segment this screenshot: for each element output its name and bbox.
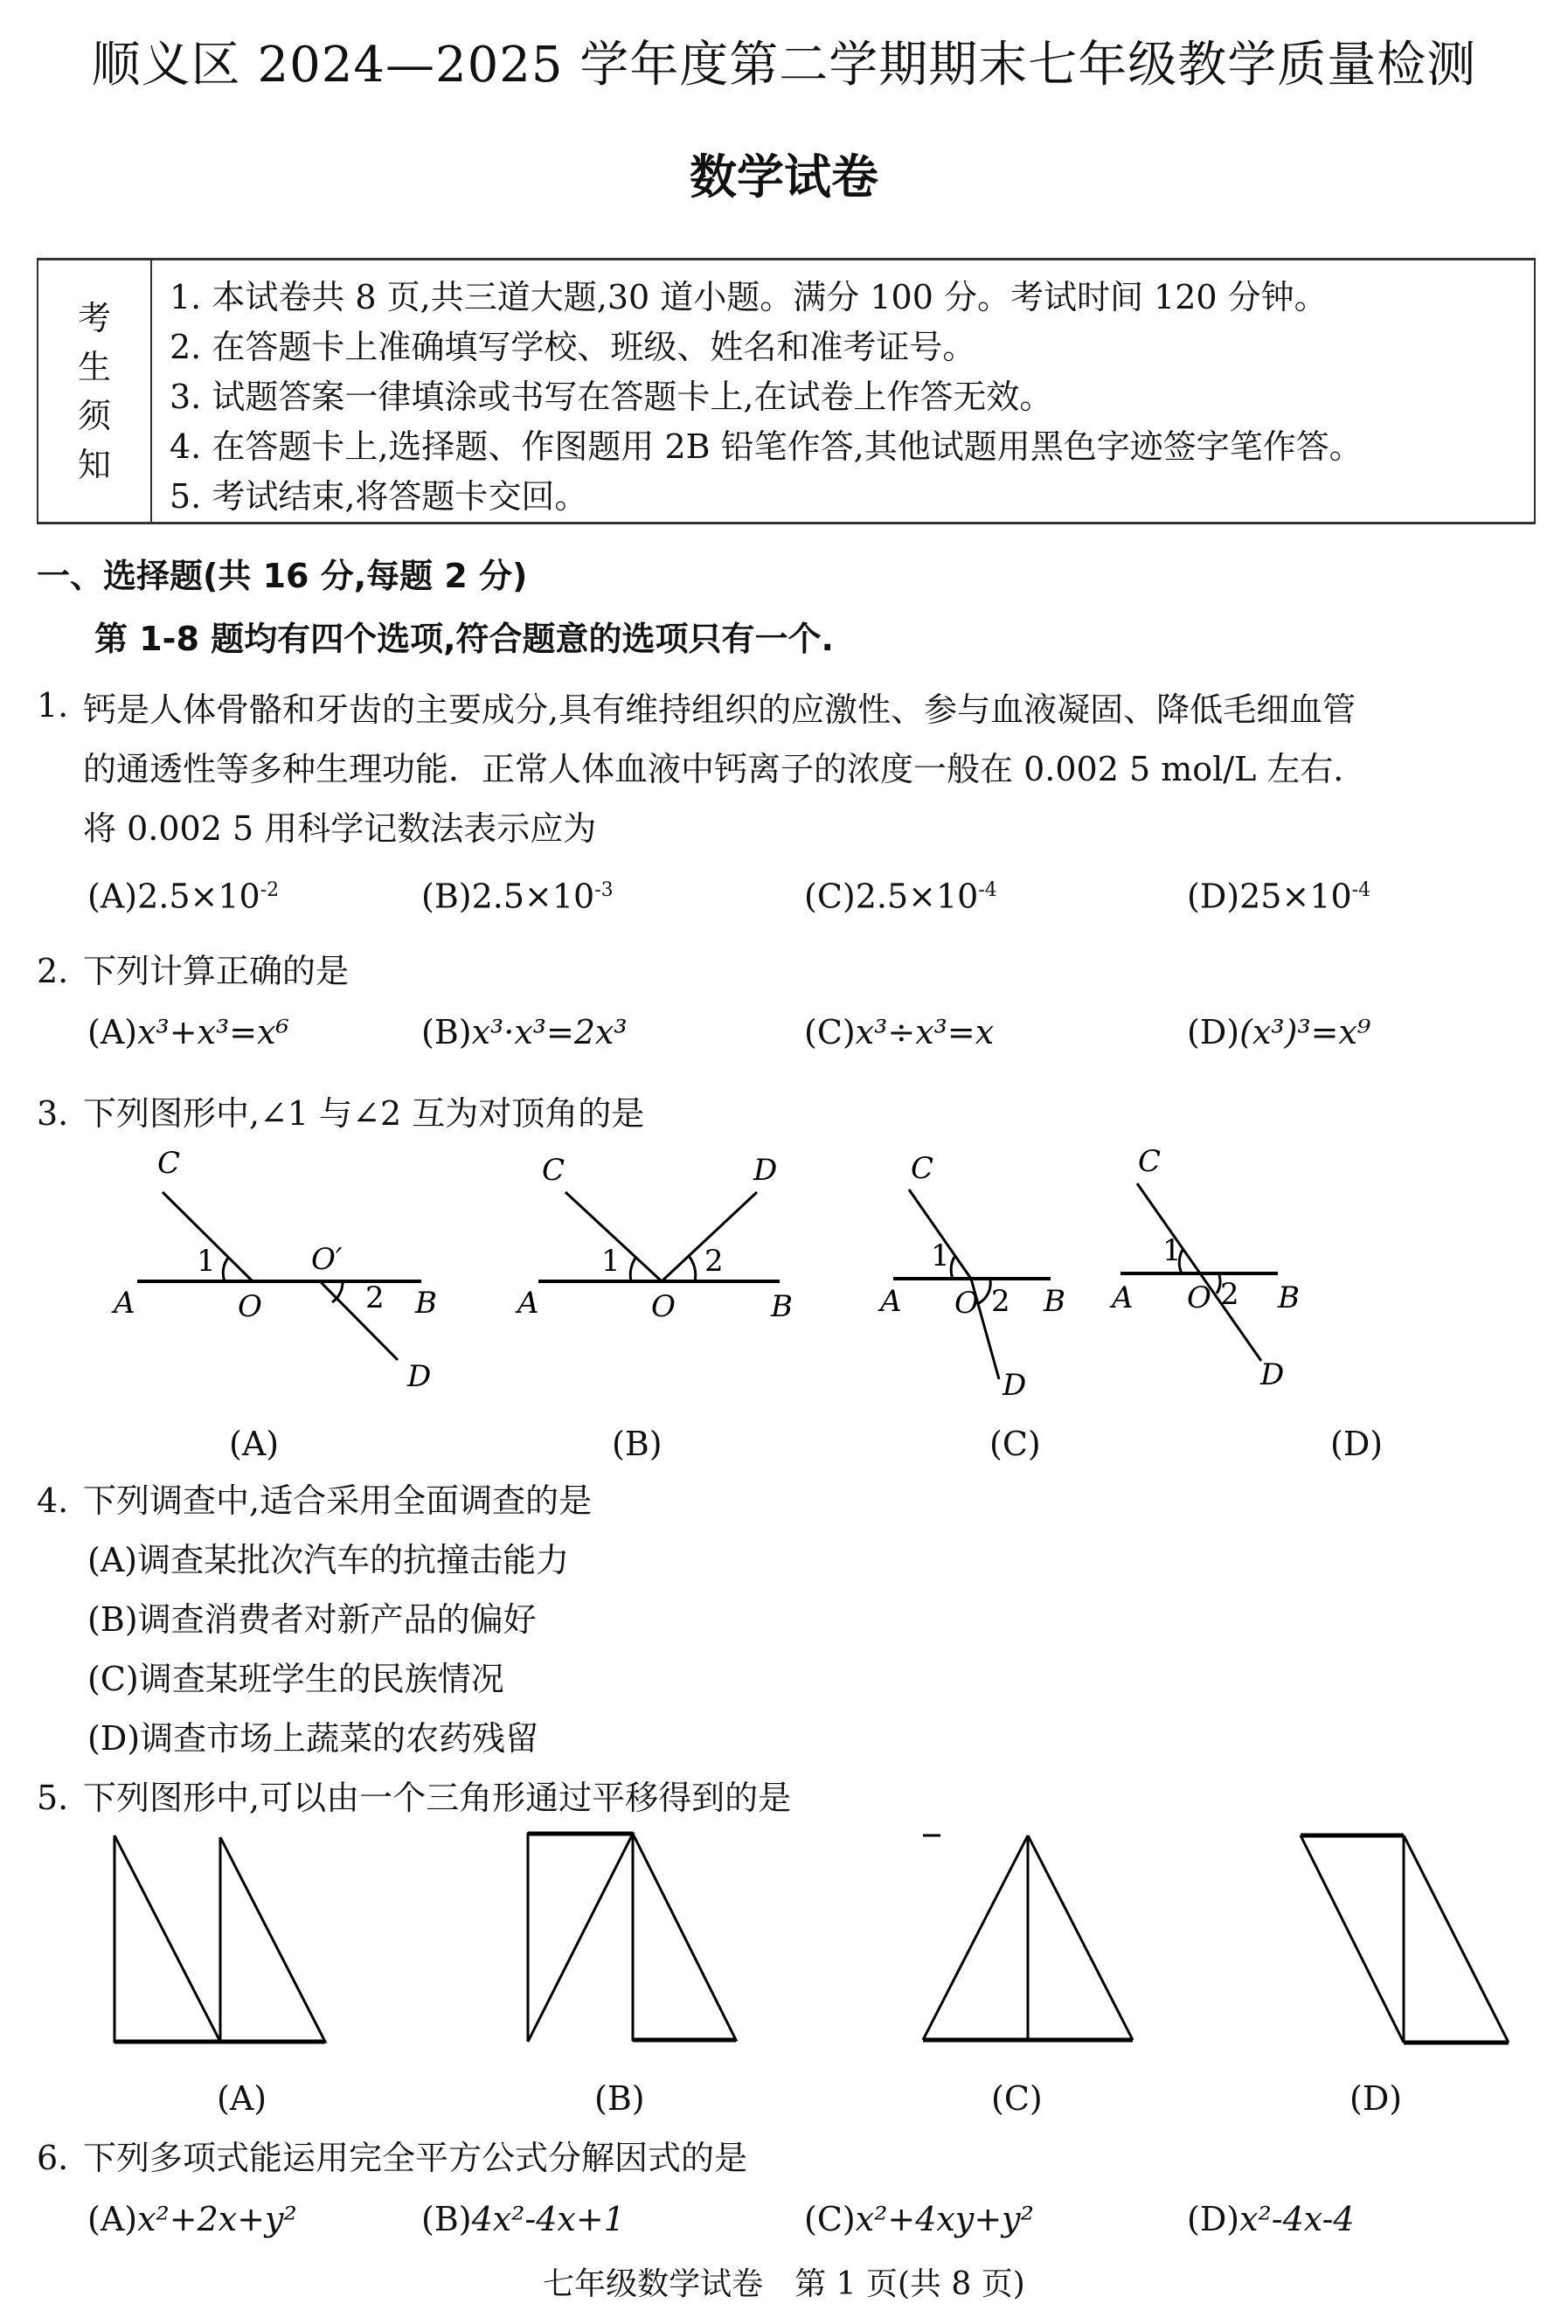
exam-notice-box xyxy=(37,258,1536,524)
option-b[interactable] xyxy=(421,1007,628,1058)
option-a[interactable] xyxy=(87,1535,569,1585)
section-instruction: 第 1-8 题均有四个选项,符合题意的选项只有一个. xyxy=(94,620,834,658)
angle-label: 2 xyxy=(1220,1277,1239,1312)
angle-label: 1 xyxy=(197,1244,216,1279)
option-text: 调查某批次汽车的抗撞击能力 xyxy=(137,1541,570,1579)
point-label: B xyxy=(1278,1280,1300,1315)
option-value: 2.5×10 xyxy=(855,877,979,916)
figure-label-d[interactable]: (D) xyxy=(1349,2079,1403,2118)
figure-b-diagram xyxy=(528,1834,736,2042)
option-label: (B) xyxy=(421,2200,472,2238)
question-number: 2. xyxy=(37,952,69,990)
point-label: B xyxy=(415,1286,437,1321)
option-d[interactable] xyxy=(1187,1007,1370,1058)
option-expression: 4x²-4x+1 xyxy=(471,2200,625,2238)
angle-label: 2 xyxy=(365,1280,385,1315)
question-line: 的通透性等多种生理功能．正常人体血液中钙离子的浓度一般在 0.002 5 mol/L 左右． xyxy=(83,750,1367,788)
option-label: (D) xyxy=(87,1719,141,1758)
figure-label-a[interactable]: (A) xyxy=(229,1425,280,1463)
translation-figures xyxy=(0,1818,1568,2063)
option-label: (C) xyxy=(804,2200,856,2238)
angle-label: 1 xyxy=(601,1244,621,1279)
figure-a-diagram xyxy=(137,1183,1278,1379)
option-text: 调查消费者对新产品的偏好 xyxy=(137,1600,537,1639)
option-label: (D) xyxy=(1187,877,1240,916)
option-label: (A) xyxy=(87,877,138,916)
notice-label-char: 考 xyxy=(77,298,111,337)
option-c[interactable] xyxy=(804,865,997,922)
exam-title: 顺义区 2024—2025 学年度第二学期期末七年级教学质量检测 xyxy=(91,37,1477,94)
notice-item: 1. 本试卷共 8 页,共三道大题,30 道小题。满分 100 分。考试时间 120 分钟。 xyxy=(170,278,1328,316)
figure-c-diagram xyxy=(923,1835,1133,2040)
angle-label: 1 xyxy=(1162,1233,1182,1268)
figure-label-c[interactable]: (C) xyxy=(989,1425,1041,1463)
option-exponent: -2 xyxy=(260,879,280,901)
question-number: 4. xyxy=(37,1481,69,1520)
option-expression: x³+x³=x⁶ xyxy=(137,1013,289,1051)
angle-label: 2 xyxy=(991,1284,1010,1319)
option-label: (D) xyxy=(1187,1013,1240,1051)
notice-item: 4. 在答题卡上,选择题、作图题用 2B 铅笔作答,其他试题用黑色字迹签字笔作答。 xyxy=(170,427,1363,466)
point-label: D xyxy=(753,1153,778,1188)
question-text: 下列图形中,可以由一个三角形通过平移得到的是 xyxy=(83,1779,792,1817)
option-expression: x³·x³=2x³ xyxy=(471,1013,628,1051)
question-text: 下列计算正确的是 xyxy=(83,952,350,990)
option-label: (A) xyxy=(87,2200,138,2238)
option-d[interactable] xyxy=(1187,865,1370,922)
point-label: C xyxy=(911,1151,934,1186)
option-b[interactable] xyxy=(87,1594,537,1645)
point-label: D xyxy=(1260,1357,1285,1392)
question-line: 钙是人体骨骼和牙齿的主要成分,具有维持组织的应激性、参与血液凝固、降低毛细血管 xyxy=(83,690,1356,729)
point-label: D xyxy=(1003,1368,1027,1403)
option-expression: x²+2x+y² xyxy=(137,2200,297,2238)
option-label: (D) xyxy=(1187,2200,1240,2238)
notice-label xyxy=(38,260,152,522)
option-label: (B) xyxy=(421,1013,472,1051)
figure-label-d[interactable]: (D) xyxy=(1330,1425,1384,1463)
question-text: 下列多项式能运用完全平方公式分解因式的是 xyxy=(83,2139,748,2177)
page-footer: 七年级数学试卷 第 1 页(共 8 页) xyxy=(543,2266,1025,2302)
option-label: (B) xyxy=(87,1600,138,1639)
point-label: O xyxy=(651,1289,676,1324)
option-a[interactable] xyxy=(87,1007,289,1058)
point-label: A xyxy=(114,1286,135,1321)
option-d[interactable] xyxy=(1187,2194,1355,2244)
figure-label-a[interactable]: (A) xyxy=(217,2079,267,2118)
option-c[interactable] xyxy=(804,2194,1034,2244)
figure-label-b[interactable]: (B) xyxy=(594,2079,645,2118)
figure-label-b[interactable]: (B) xyxy=(612,1425,663,1463)
option-expression: x²-4x-4 xyxy=(1239,2200,1355,2238)
angle-label: 2 xyxy=(704,1244,724,1279)
question-number: 5. xyxy=(37,1779,69,1817)
point-label: A xyxy=(517,1286,539,1321)
option-exponent: -3 xyxy=(594,879,614,901)
angle-figures xyxy=(0,1136,1568,1433)
option-c[interactable] xyxy=(804,1007,994,1058)
option-d[interactable] xyxy=(87,1713,538,1764)
notice-label-char: 生 xyxy=(77,347,111,386)
option-label: (A) xyxy=(87,1013,138,1051)
question-number: 3. xyxy=(37,1094,69,1133)
question-text: 下列调查中,适合采用全面调查的是 xyxy=(83,1481,593,1520)
section-heading: 一、选择题(共 16 分,每题 2 分) xyxy=(37,557,528,595)
notice-list xyxy=(170,273,1363,522)
point-label: O xyxy=(238,1289,262,1324)
option-label: (B) xyxy=(421,877,472,916)
figure-a-diagram xyxy=(114,1835,325,2042)
notice-label-char: 须 xyxy=(77,396,111,435)
point-label: O xyxy=(954,1286,979,1321)
point-label: O xyxy=(1187,1280,1211,1315)
option-label: (C) xyxy=(804,1013,856,1051)
option-value: 2.5×10 xyxy=(471,877,595,916)
option-label: (C) xyxy=(804,877,856,916)
exam-subtitle: 数学试卷 xyxy=(690,149,878,205)
option-value: 2.5×10 xyxy=(137,877,260,916)
question-number: 1. xyxy=(37,686,69,725)
option-value: 25×10 xyxy=(1239,877,1352,916)
option-b[interactable] xyxy=(421,865,614,922)
notice-label-char: 知 xyxy=(77,445,111,484)
option-a[interactable] xyxy=(87,2194,297,2244)
question-line: 将 0.002 5 用科学记数法表示应为 xyxy=(83,809,597,848)
option-b[interactable] xyxy=(421,2194,625,2244)
question-text: 下列图形中,∠1 与∠2 互为对顶角的是 xyxy=(83,1094,645,1133)
figure-label-c[interactable]: (C) xyxy=(991,2079,1043,2118)
option-label: (A) xyxy=(87,1541,138,1579)
point-label: B xyxy=(771,1289,793,1324)
option-exponent: -4 xyxy=(1351,879,1371,901)
option-exponent: -4 xyxy=(978,879,997,901)
notice-item: 5. 考试结束,将答题卡交回。 xyxy=(170,477,588,516)
option-expression: x³÷x³=x xyxy=(855,1013,995,1051)
option-label: (C) xyxy=(87,1660,139,1698)
question-text xyxy=(83,680,1543,858)
option-text: 调查某班学生的民族情况 xyxy=(138,1660,504,1698)
point-label: C xyxy=(157,1146,181,1181)
question-number: 6. xyxy=(37,2139,69,2177)
point-label: C xyxy=(1138,1144,1162,1179)
point-label: O′ xyxy=(311,1242,343,1277)
option-text: 调查市场上蔬菜的农药残留 xyxy=(140,1719,539,1758)
angle-label: 1 xyxy=(931,1238,950,1273)
figure-d-diagram xyxy=(1301,1835,1509,2043)
option-expression: (x³)³=x⁹ xyxy=(1239,1013,1371,1051)
notice-item: 3. 试题答案一律填涂或书写在答题卡上,在试卷上作答无效。 xyxy=(170,378,1053,416)
option-c[interactable] xyxy=(87,1654,504,1704)
option-expression: x²+4xy+y² xyxy=(855,2200,1034,2238)
point-label: C xyxy=(542,1153,565,1188)
point-label: A xyxy=(880,1284,902,1319)
point-label: D xyxy=(407,1359,432,1394)
point-label: A xyxy=(1112,1280,1134,1315)
point-label: B xyxy=(1044,1284,1065,1319)
notice-item: 2. 在答题卡上准确填写学校、班级、姓名和准考证号。 xyxy=(170,328,976,366)
option-a[interactable] xyxy=(87,865,279,922)
